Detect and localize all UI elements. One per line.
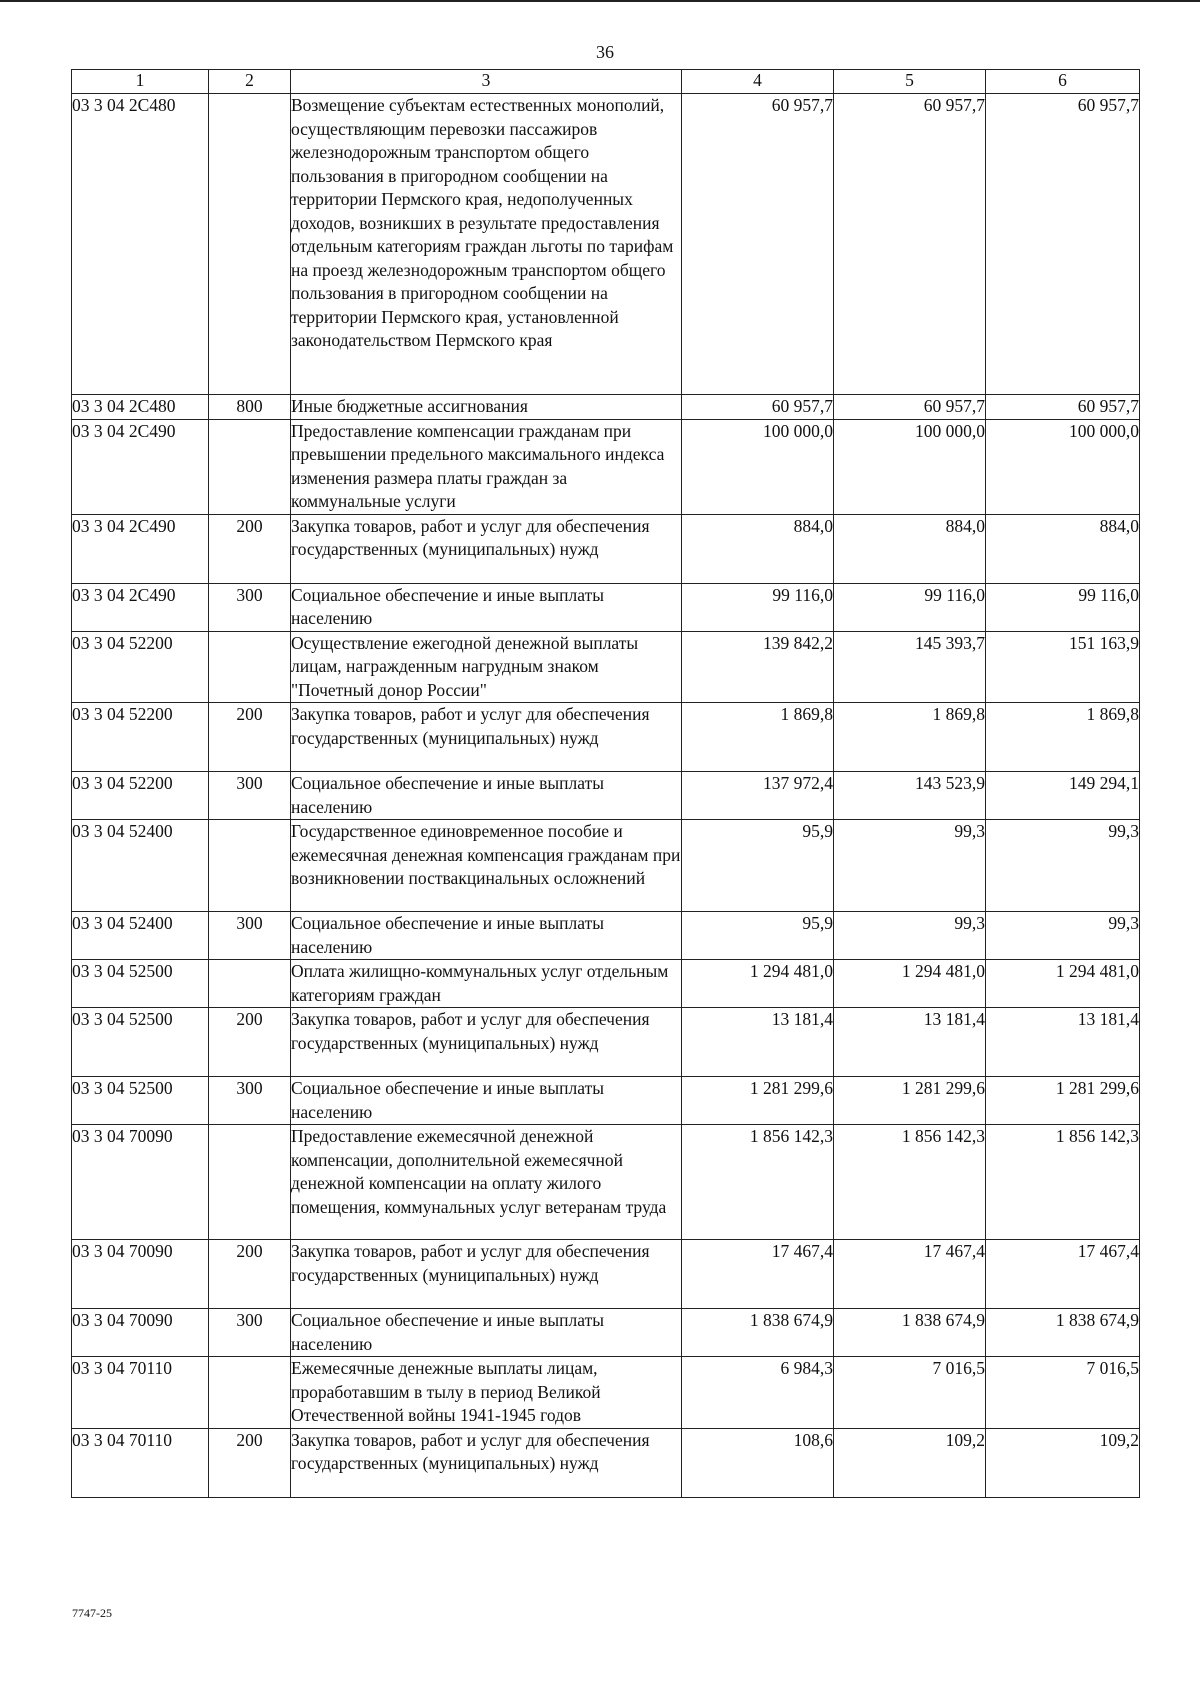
column-number-header [72,70,1140,94]
amount-year-1: 1 856 142,3 [682,1125,834,1240]
target-article-code: 03 3 04 52500 [72,960,209,1008]
target-article-code: 03 3 04 52200 [72,703,209,772]
top-rule [0,0,1200,2]
amount-year-1: 95,9 [682,912,834,960]
amount-year-2: 7 016,5 [834,1357,986,1429]
target-article-code: 03 3 04 70090 [72,1309,209,1357]
expense-type-code: 200 [209,1008,291,1077]
amount-year-2: 17 467,4 [834,1240,986,1309]
column-header-3: 3 [291,70,682,94]
amount-year-1: 139 842,2 [682,631,834,703]
table-body [72,94,1140,1498]
item-name: Иные бюджетные ассигнования [291,395,682,420]
item-name: Возмещение субъектам естественных монополий, осуществляющим перевозки пассажиров железнодорожным транспортом общего пользования в пригородном сообщении на территории Пермского края, недополученных доходов, возникших в результате предоставления отдельным категориям граждан льготы по тарифам на проезд железнодорожным транспортом общего пользования в пригородном сообщении на территории Пермского края, установленной законодательством Пермского края [291,94,682,395]
target-article-code: 03 3 04 70110 [72,1428,209,1497]
amount-year-1: 100 000,0 [682,419,834,514]
target-article-code: 03 3 04 52400 [72,912,209,960]
amount-year-1: 137 972,4 [682,772,834,820]
table-row [72,1077,1140,1125]
amount-year-2: 99,3 [834,820,986,912]
column-header-5: 5 [834,70,986,94]
amount-year-2: 99,3 [834,912,986,960]
table-row [72,1428,1140,1497]
item-name: Закупка товаров, работ и услуг для обеспечения государственных (муниципальных) нужд [291,514,682,583]
item-name: Осуществление ежегодной денежной выплаты лицам, награжденным нагрудным знаком "Почетный донор России" [291,631,682,703]
target-article-code: 03 3 04 70090 [72,1125,209,1240]
amount-year-2: 60 957,7 [834,395,986,420]
column-header-6: 6 [986,70,1140,94]
amount-year-2: 145 393,7 [834,631,986,703]
amount-year-3: 7 016,5 [986,1357,1140,1429]
budget-table [71,69,1140,1498]
amount-year-1: 17 467,4 [682,1240,834,1309]
table-row [72,1125,1140,1240]
target-article-code: 03 3 04 2C480 [72,395,209,420]
target-article-code: 03 3 04 70090 [72,1240,209,1309]
table-row [72,912,1140,960]
amount-year-1: 60 957,7 [682,395,834,420]
target-article-code: 03 3 04 70110 [72,1357,209,1429]
amount-year-3: 99,3 [986,912,1140,960]
amount-year-3: 60 957,7 [986,395,1140,420]
amount-year-1: 6 984,3 [682,1357,834,1429]
table-row [72,1240,1140,1309]
target-article-code: 03 3 04 52200 [72,772,209,820]
table-row [72,419,1140,514]
item-name: Социальное обеспечение и иные выплаты населению [291,772,682,820]
column-header-4: 4 [682,70,834,94]
column-header-1: 1 [72,70,209,94]
amount-year-3: 1 294 481,0 [986,960,1140,1008]
expense-type-code [209,820,291,912]
amount-year-3: 1 838 674,9 [986,1309,1140,1357]
expense-type-code: 200 [209,703,291,772]
table-row [72,514,1140,583]
amount-year-3: 13 181,4 [986,1008,1140,1077]
amount-year-3: 100 000,0 [986,419,1140,514]
amount-year-1: 60 957,7 [682,94,834,395]
amount-year-3: 151 163,9 [986,631,1140,703]
table-row [72,1357,1140,1429]
expense-type-code [209,419,291,514]
expense-type-code [209,1125,291,1240]
table-row [72,960,1140,1008]
expense-type-code: 200 [209,514,291,583]
target-article-code: 03 3 04 2C490 [72,583,209,631]
amount-year-3: 884,0 [986,514,1140,583]
target-article-code: 03 3 04 2C490 [72,419,209,514]
amount-year-1: 1 838 674,9 [682,1309,834,1357]
target-article-code: 03 3 04 52500 [72,1008,209,1077]
target-article-code: 03 3 04 2C490 [72,514,209,583]
item-name: Социальное обеспечение и иные выплаты населению [291,583,682,631]
expense-type-code: 200 [209,1428,291,1497]
amount-year-1: 95,9 [682,820,834,912]
target-article-code: 03 3 04 52500 [72,1077,209,1125]
expense-type-code: 300 [209,912,291,960]
amount-year-1: 108,6 [682,1428,834,1497]
amount-year-2: 884,0 [834,514,986,583]
expense-type-code: 300 [209,1309,291,1357]
target-article-code: 03 3 04 2C480 [72,94,209,395]
amount-year-3: 99,3 [986,820,1140,912]
table-row [72,703,1140,772]
expense-type-code [209,631,291,703]
amount-year-3: 1 281 299,6 [986,1077,1140,1125]
amount-year-2: 1 869,8 [834,703,986,772]
amount-year-1: 99 116,0 [682,583,834,631]
amount-year-1: 884,0 [682,514,834,583]
table-row [72,1309,1140,1357]
table-row [72,772,1140,820]
amount-year-1: 1 281 299,6 [682,1077,834,1125]
document-footer-code: 7747-25 [72,1606,112,1620]
amount-year-3: 60 957,7 [986,94,1140,395]
item-name: Закупка товаров, работ и услуг для обеспечения государственных (муниципальных) нужд [291,1240,682,1309]
amount-year-2: 1 281 299,6 [834,1077,986,1125]
table-row [72,395,1140,420]
item-name: Государственное единовременное пособие и ежемесячная денежная компенсация гражданам при возникновении поствакцинальных осложнений [291,820,682,912]
amount-year-3: 1 869,8 [986,703,1140,772]
amount-year-2: 13 181,4 [834,1008,986,1077]
amount-year-2: 109,2 [834,1428,986,1497]
item-name: Предоставление ежемесячной денежной компенсации, дополнительной ежемесячной денежной компенсации на оплату жилого помещения, коммунальных услуг ветеранам труда [291,1125,682,1240]
amount-year-2: 1 856 142,3 [834,1125,986,1240]
table-row [72,1008,1140,1077]
amount-year-1: 1 869,8 [682,703,834,772]
item-name: Закупка товаров, работ и услуг для обеспечения государственных (муниципальных) нужд [291,703,682,772]
item-name: Оплата жилищно-коммунальных услуг отдельным категориям граждан [291,960,682,1008]
amount-year-2: 1 294 481,0 [834,960,986,1008]
table-row [72,631,1140,703]
item-name: Закупка товаров, работ и услуг для обеспечения государственных (муниципальных) нужд [291,1428,682,1497]
item-name: Социальное обеспечение и иные выплаты населению [291,1077,682,1125]
target-article-code: 03 3 04 52400 [72,820,209,912]
amount-year-2: 143 523,9 [834,772,986,820]
target-article-code: 03 3 04 52200 [72,631,209,703]
column-header-2: 2 [209,70,291,94]
amount-year-3: 1 856 142,3 [986,1125,1140,1240]
page-number: 36 [596,42,614,62]
amount-year-2: 1 838 674,9 [834,1309,986,1357]
amount-year-3: 149 294,1 [986,772,1140,820]
expense-type-code: 800 [209,395,291,420]
table-row [72,820,1140,912]
item-name: Предоставление компенсации гражданам при превышении предельного максимального индекса изменения размера платы граждан за коммунальные услуги [291,419,682,514]
amount-year-2: 99 116,0 [834,583,986,631]
expense-type-code [209,1357,291,1429]
expense-type-code [209,960,291,1008]
amount-year-3: 109,2 [986,1428,1140,1497]
item-name: Социальное обеспечение и иные выплаты населению [291,1309,682,1357]
amount-year-2: 60 957,7 [834,94,986,395]
expense-type-code [209,94,291,395]
item-name: Ежемесячные денежные выплаты лицам, проработавшим в тылу в период Великой Отечественной войны 1941-1945 годов [291,1357,682,1429]
table-row [72,94,1140,395]
amount-year-3: 99 116,0 [986,583,1140,631]
amount-year-1: 13 181,4 [682,1008,834,1077]
amount-year-1: 1 294 481,0 [682,960,834,1008]
expense-type-code: 200 [209,1240,291,1309]
amount-year-3: 17 467,4 [986,1240,1140,1309]
expense-type-code: 300 [209,1077,291,1125]
table-row [72,583,1140,631]
item-name: Закупка товаров, работ и услуг для обеспечения государственных (муниципальных) нужд [291,1008,682,1077]
amount-year-2: 100 000,0 [834,419,986,514]
expense-type-code: 300 [209,772,291,820]
item-name: Социальное обеспечение и иные выплаты населению [291,912,682,960]
expense-type-code: 300 [209,583,291,631]
